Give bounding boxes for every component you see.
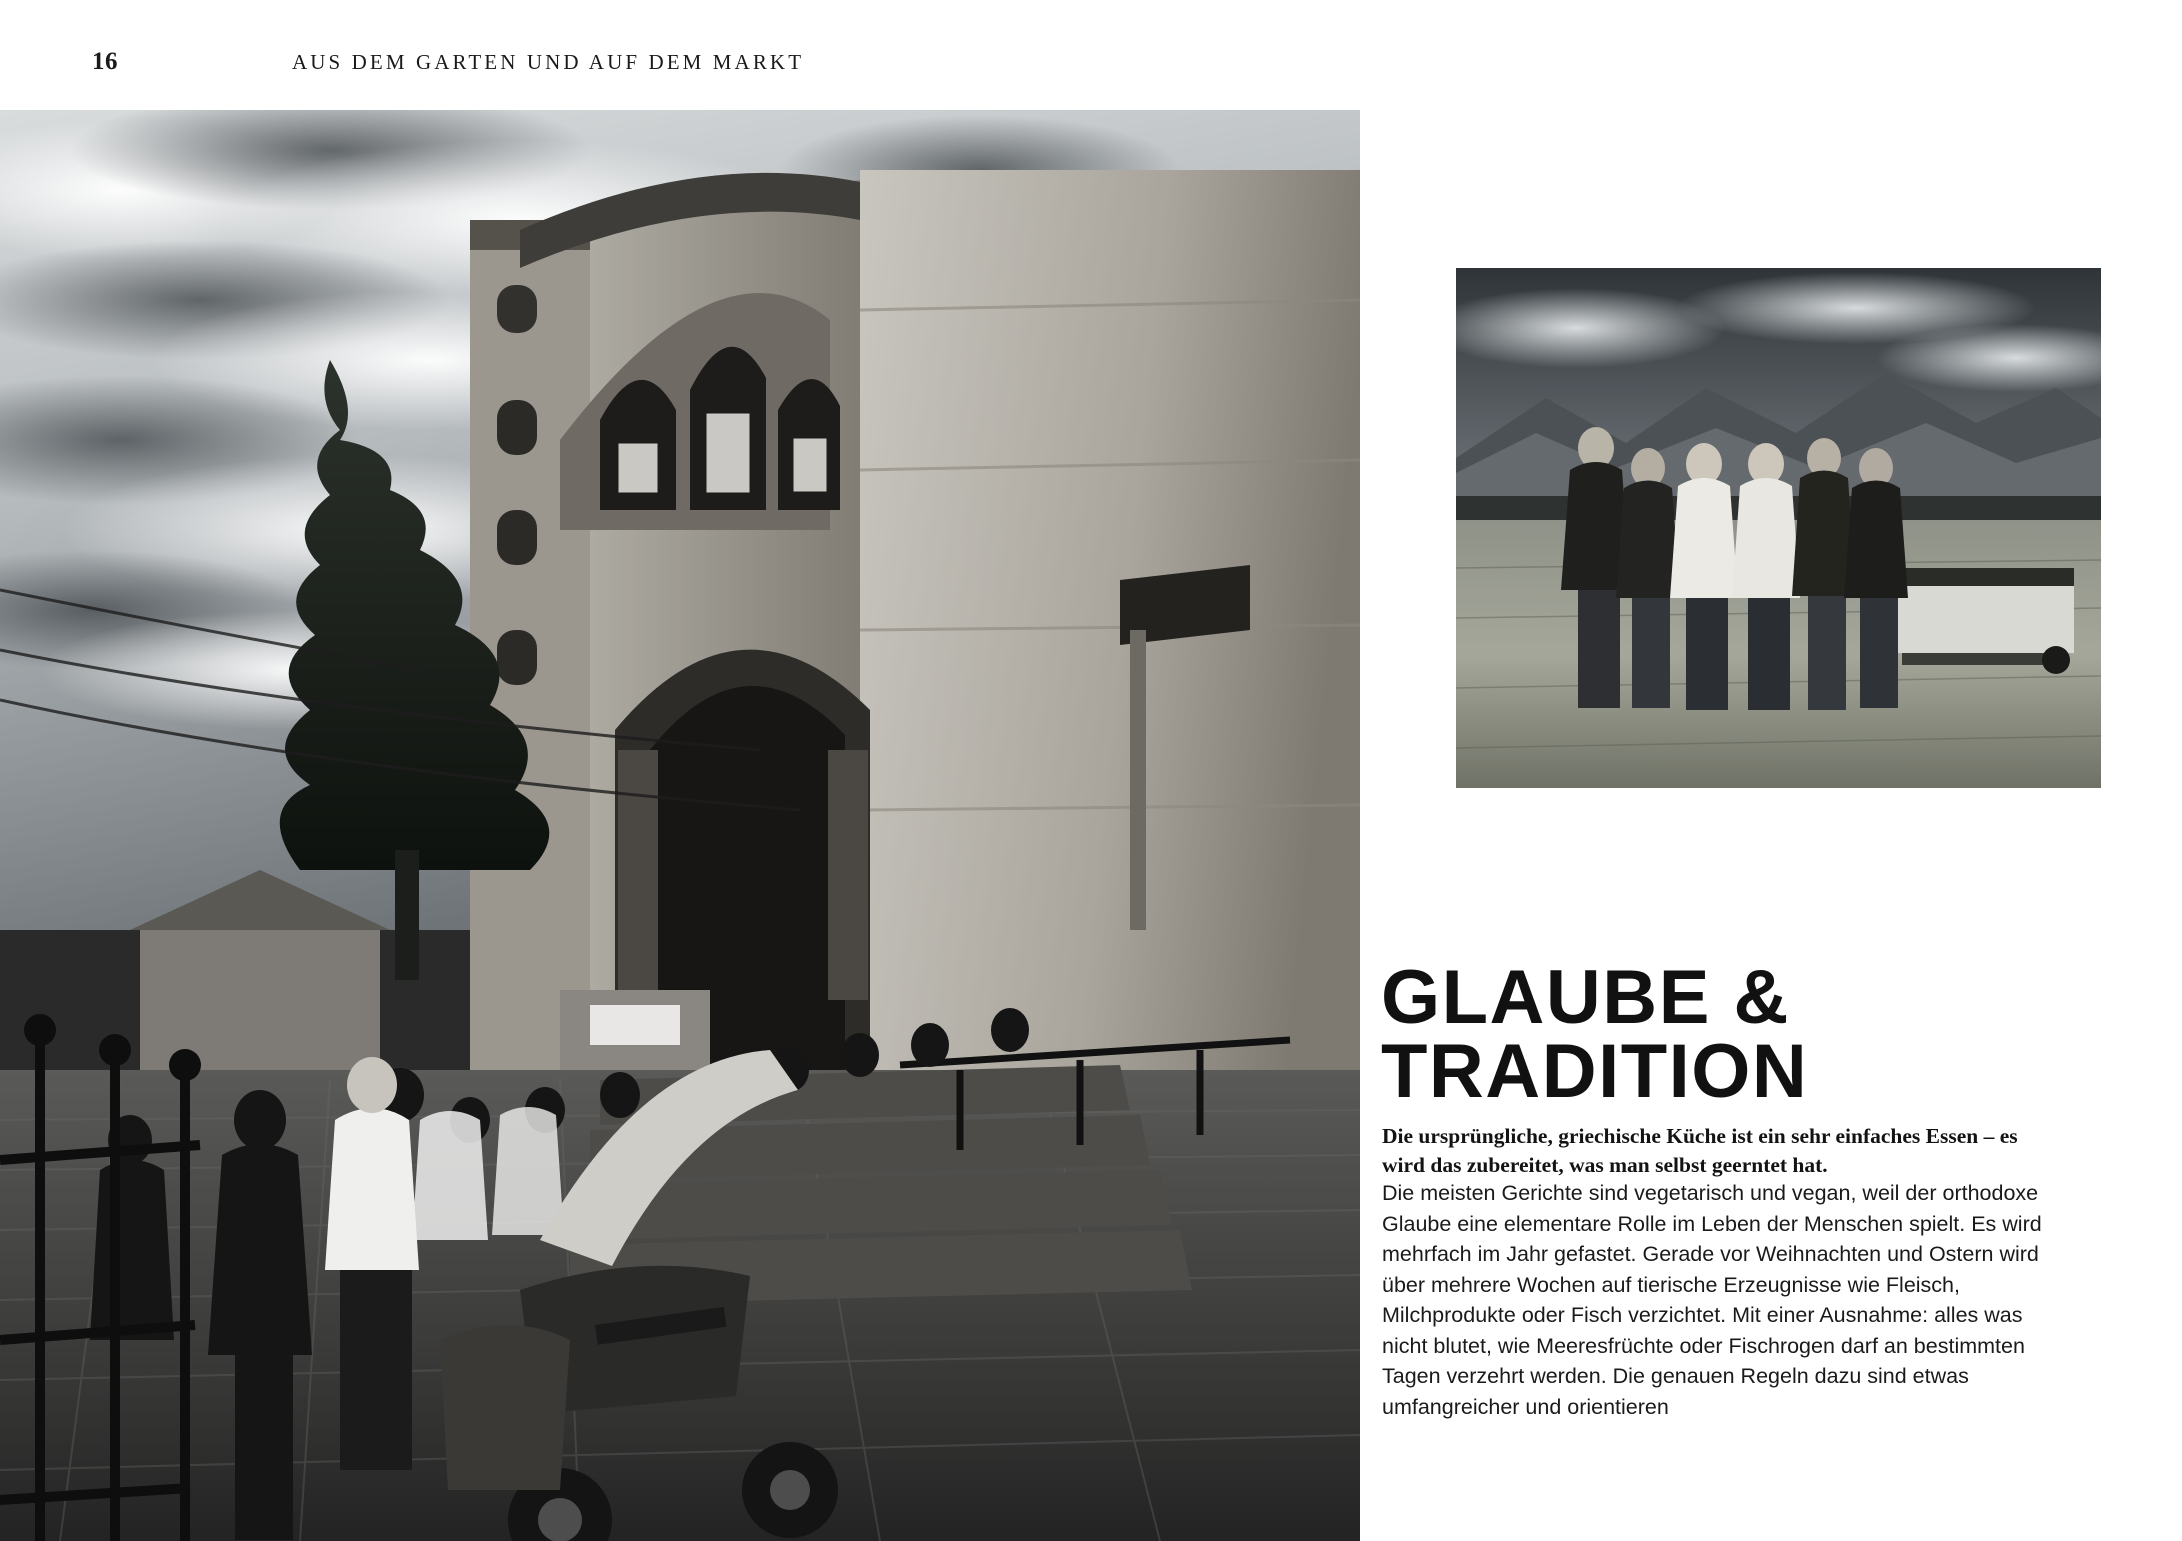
article-lede: Die ursprüngliche, griechische Küche ist ein sehr einfaches Essen – es wird das zubereitet, was man selbst geerntet hat.: [1382, 1123, 2018, 1177]
headline-line-2: TRADITION: [1381, 1029, 1809, 1115]
article-body-paragraph: Die meisten Gerichte sind vegetarisch und vegan, weil der orthodoxe Glaube eine elementare Rolle im Leben der Menschen spielt. Es wird mehrfach im Jahr gefastet. Gerade vor Weihnachten und Ostern wird über mehrere Wochen auf tierische Erzeugnisse wie Fleisch, Milchprodukte oder Fisch verzichtet. Mit einer Ausnahme: alles was nicht blutet, wie Meeresfrüchte oder Fischrogen darf an bestimmten Tagen verzehrt werden. Die genauen Regeln dazu sind etwas umfangreicher und orientieren: [1382, 1181, 2042, 1419]
chapter-title: AUS DEM GARTEN UND AUF DEM MARKT: [292, 50, 805, 74]
article-headline: [1381, 954, 2141, 1115]
headline-line-1: GLAUBE &: [1381, 954, 1790, 1040]
running-head: [92, 48, 1352, 88]
church-procession-photo: [0, 110, 1360, 1541]
article-body: [1382, 1178, 2072, 1422]
women-in-field-photo: [1456, 268, 2101, 788]
page-number: 16: [92, 48, 118, 75]
